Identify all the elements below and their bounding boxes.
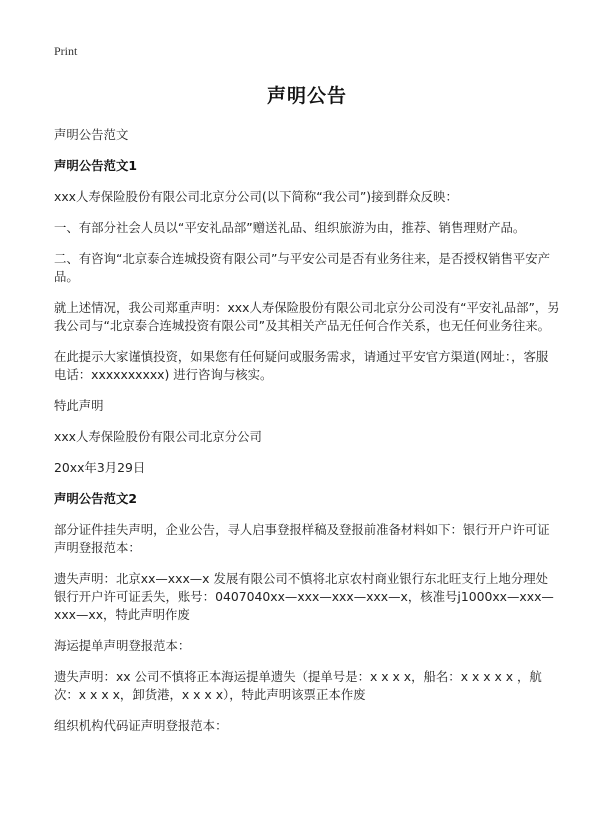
- section-1-closing: 特此声明: [54, 398, 104, 413]
- section-1-date: 20xx年3月29日: [54, 460, 146, 475]
- section-2-paragraph: 遗失声明：北京xx—xxx—x 发展有限公司不慎将北京农村商业银行东北旺支行上地分理处银行开户许可证丢失，账号：0407040xx—xxx—xxx—xxx—x，核准号j1000xx—xxx—xxx—xx，特此声明作废: [54, 571, 554, 622]
- section-2-paragraph: 海运提单声明登报范本：: [54, 638, 191, 653]
- section-1-paragraph: xxx人寿保险股份有限公司北京分公司(以下简称“我公司”)接到群众反映：: [54, 189, 458, 204]
- section-2-paragraph: 部分证件挂失声明，企业公告，寻人启事登报样稿及登报前准备材料如下：银行开户许可证声明登报范本：: [54, 522, 550, 555]
- section-2-paragraph: 遗失声明：xx 公司不慎将正本海运提单遗失（提单号是：x x x x，船名：x x x x x ，航次：x x x x，卸货港，x x x x），特此声明该票正本作废: [54, 669, 542, 702]
- section-2-heading: 声明公告范文2: [54, 491, 137, 506]
- section-1-paragraph: 在此提示大家谨慎投资，如果您有任何疑问或服务需求，请通过平安官方渠道(网址：，客服电话：xxxxxxxxxx) 进行咨询与核实。: [54, 349, 549, 382]
- section-1-paragraph: 就上述情况，我公司郑重声明：xxx人寿保险股份有限公司北京分公司没有“平安礼品部”，另我公司与“北京泰合连城投资有限公司”及其相关产品无任何合作关系，也无任何业务往来。: [54, 300, 560, 333]
- print-label[interactable]: Print: [54, 44, 78, 58]
- document-title: 声明公告: [266, 85, 347, 107]
- section-1-heading: 声明公告范文1: [54, 158, 137, 173]
- document-subtitle: 声明公告范文: [54, 127, 129, 142]
- section-1-paragraph: 二、有咨询“北京泰合连城投资有限公司”与平安公司是否有业务往来，是否授权销售平安产品。: [54, 251, 551, 284]
- section-1-signature: xxx人寿保险股份有限公司北京分公司: [54, 429, 262, 444]
- section-1-paragraph: 一、有部分社会人员以“平安礼品部”赠送礼品、组织旅游为由，推荐、销售理财产品。: [54, 220, 526, 235]
- section-2-paragraph: 组织机构代码证声明登报范本：: [54, 718, 228, 733]
